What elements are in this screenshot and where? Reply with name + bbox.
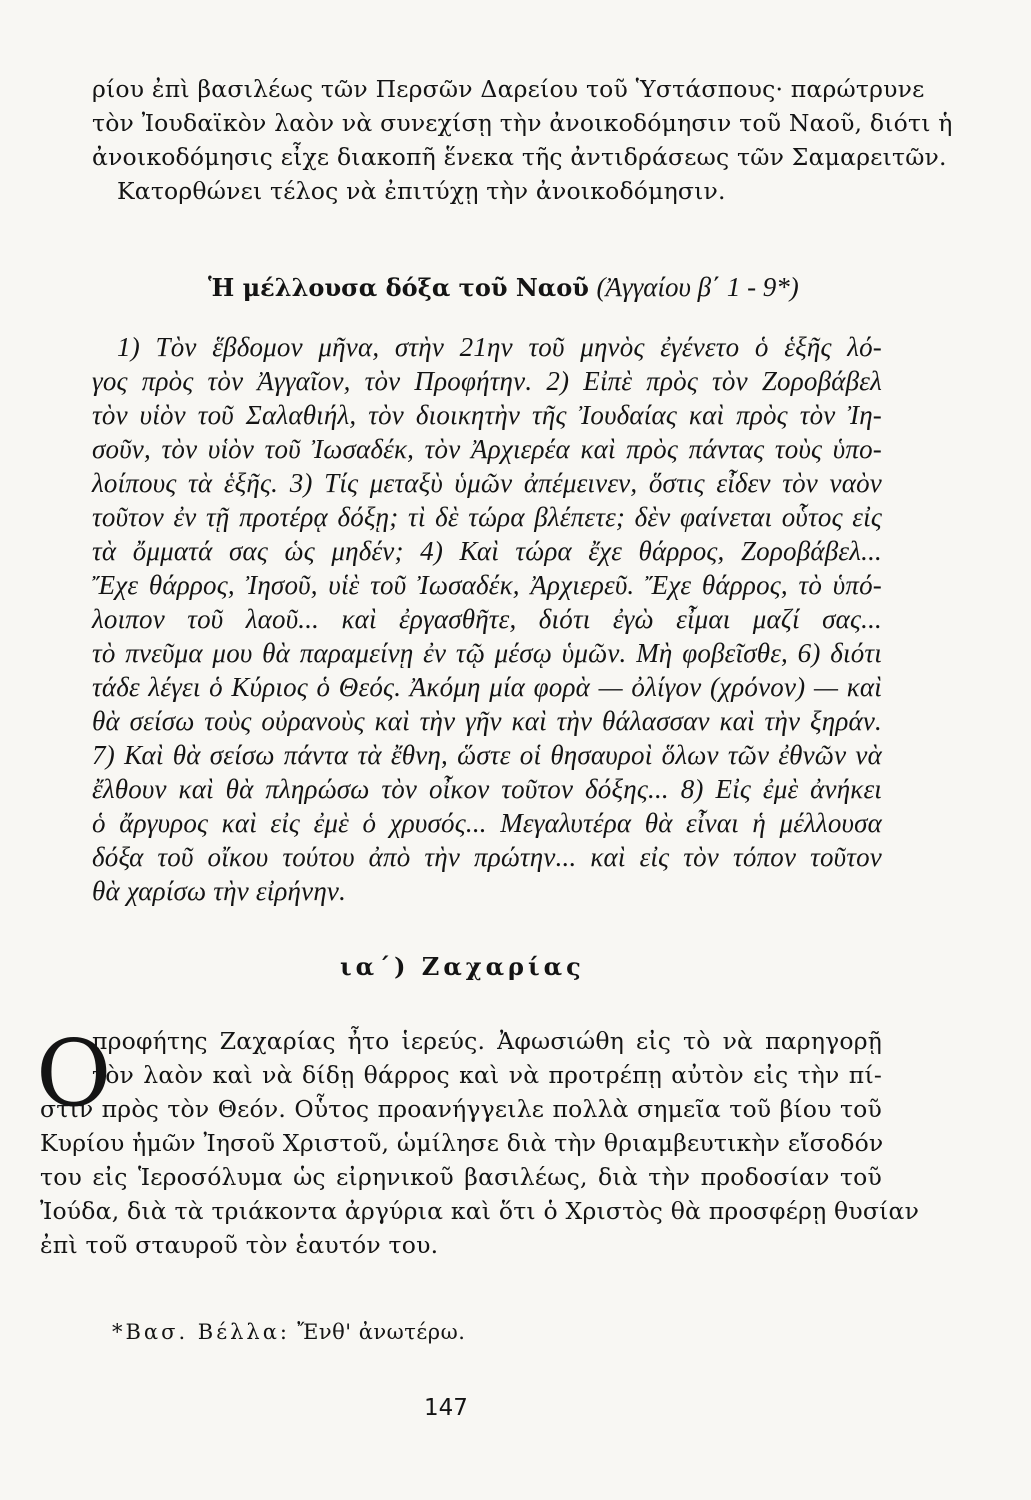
text-line: του εἰς Ἱεροσόλυμα ὡς εἰρηνικοῦ βασιλέως, διὰ τὴν προδοσίαν τοῦ xyxy=(40,1163,882,1191)
text-line: τὰ ὄμματά σας ὡς μηδέν; 4) Καὶ τώρα ἔχε θάρρος, Ζοροβάβελ... xyxy=(92,536,882,566)
text-line: ρίου ἐπὶ βασιλέως τῶν Περσῶν Δαρείου τοῦ Ὑστάσπους· παρώτρυνε xyxy=(92,75,925,103)
text-line: γος πρὸς τὸν Ἀγγαῖον, τὸν Προφήτην. 2) Εἰπὲ πρὸς τὸν Ζοροβάβελ xyxy=(92,366,882,396)
text-line: θὰ σείσω τοὺς οὐρανοὺς καὶ τὴν γῆν καὶ τὴν θάλασσαν καὶ τὴν ξηράν. xyxy=(92,706,882,736)
text-line: τὸν Ἰουδαϊκὸν λαὸν νὰ συνεχίσῃ τὴν ἀνοικοδόμησιν τοῦ Ναοῦ, διότι ἡ xyxy=(92,109,953,137)
text-line: δόξα τοῦ οἴκου τούτου ἀπὸ τὴν πρώτην... καὶ εἰς τὸν τόπον τοῦτον xyxy=(92,842,882,872)
drop-cap: Ο xyxy=(36,1020,112,1127)
page-number: 147 xyxy=(424,1395,468,1421)
text-line: Κυρίου ἡμῶν Ἰησοῦ Χριστοῦ, ὡμίλησε διὰ τὴν θριαμβευτικὴν εἴσοδόν xyxy=(40,1129,884,1157)
section-paragraph-cont xyxy=(40,1092,920,1262)
text-line: σοῦν, τὸν υἱὸν τοῦ Ἰωσαδέκ, τὸν Ἀρχιερέα καὶ πρὸς πάντας τοὺς ὑπο- xyxy=(92,434,882,464)
section-paragraph xyxy=(92,1024,882,1092)
text-line: Κατορθώνει τέλος νὰ ἐπιτύχῃ τὴν ἀνοικοδόμησιν. xyxy=(117,177,726,205)
text-line: τὸ πνεῦμα μου θὰ παραμείνῃ ἐν τῷ μέσῳ ὑμῶν. Μὴ φοβεῖσθε, 6) διότι xyxy=(92,638,882,668)
text-line: ἀνοικοδόμησις εἶχε διακοπῆ ἕνεκα τῆς ἀντιδράσεως τῶν Σαμαρειτῶν. xyxy=(92,143,947,171)
text-line: ἐπὶ τοῦ σταυροῦ τὸν ἑαυτόν του. xyxy=(40,1231,439,1259)
text-line: λοιπον τοῦ λαοῦ... καὶ ἐργασθῆτε, διότι ἐγὼ εἶμαι μαζί σας... xyxy=(92,604,882,634)
text-line: 7) Καὶ θὰ σείσω πάντα τὰ ἔθνη, ὥστε οἱ θησαυροὶ ὅλων τῶν ἐθνῶν νὰ xyxy=(92,740,882,770)
text-line: 1) Τὸν ἕβδομον μῆνα, στὴν 21ην τοῦ μηνὸς ἐγένετο ὁ ἑξῆς λό- xyxy=(117,332,882,362)
footnote-source: *Βασ. Βέλλα: xyxy=(112,1320,290,1344)
intro-paragraph xyxy=(92,72,953,208)
text-line: θὰ χαρίσω τὴν εἰρήνην. xyxy=(92,876,347,906)
text-line: ἔλθουν καὶ θὰ πληρώσω τὸν οἶκον τοῦτον δόξης... 8) Εἰς ἐμὲ ἀνήκει xyxy=(92,774,882,804)
heading-title: Ἡ μέλλουσα δόξα τοῦ Ναοῦ xyxy=(208,273,589,302)
text-line: τάδε λέγει ὁ Κύριος ὁ Θεός. Ἀκόμη μία φορὰ — ὀλίγον (χρόνον) — καὶ xyxy=(92,672,882,702)
section-heading xyxy=(208,272,848,303)
text-line: στιν πρὸς τὸν Θεόν. Οὗτος προανήγγειλε πολλὰ σημεῖα τοῦ βίου τοῦ xyxy=(40,1095,882,1123)
heading-reference: (Ἀγγαίου β΄ 1 - 9*) xyxy=(596,272,799,302)
chapter-title: ια΄) Ζαχαρίας xyxy=(340,952,585,981)
scripture-passage xyxy=(92,330,882,908)
text-line: τοῦτον ἐν τῇ προτέρᾳ δόξῃ; τὶ δὲ τώρα βλέπετε; δὲν φαίνεται οὗτος εἰς xyxy=(92,502,882,532)
text-line: ὁ ἄργυρος καὶ εἰς ἐμὲ ὁ χρυσός... Μεγαλυτέρα θὰ εἶναι ἡ μέλλουσα xyxy=(92,808,882,838)
text-line: Ἰούδα, διὰ τὰ τριάκοντα ἀργύρια καὶ ὅτι ὁ Χριστὸς θὰ προσφέρῃ θυσίαν xyxy=(40,1197,920,1225)
text-line: τὸν λαὸν καὶ νὰ δίδῃ θάρρος καὶ νὰ προτρέπῃ αὐτὸν εἰς τὴν πί- xyxy=(92,1061,882,1089)
text-line: προφήτης Ζαχαρίας ἦτο ἱερεύς. Ἀφωσιώθη εἰς τὸ νὰ παρηγορῇ xyxy=(92,1027,882,1055)
footnote xyxy=(112,1320,465,1344)
text-line: Ἔχε θάρρος, Ἰησοῦ, υἱὲ τοῦ Ἰωσαδέκ, Ἀρχιερεῦ. Ἔχε θάρρος, τὸ ὑπό- xyxy=(92,570,882,600)
text-line: τὸν υἱὸν τοῦ Σαλαθιήλ, τὸν διοικητὴν τῆς Ἰουδαίας καὶ πρὸς τὸν Ἰη- xyxy=(92,400,882,430)
footnote-text: Ἔνθ' ἀνωτέρω. xyxy=(297,1320,466,1344)
text-line: λοίπους τὰ ἑξῆς. 3) Τίς μεταξὺ ὑμῶν ἀπέμεινεν, ὅστις εἶδεν τὸν ναὸν xyxy=(92,468,882,498)
